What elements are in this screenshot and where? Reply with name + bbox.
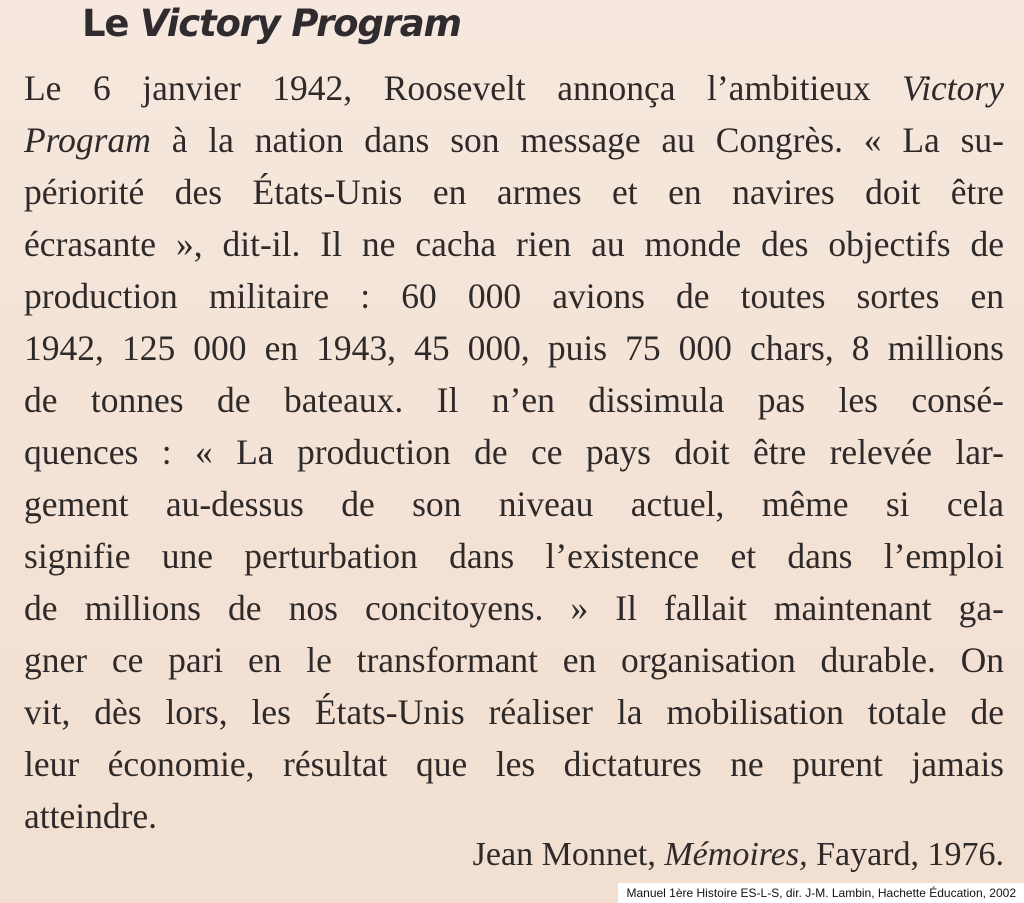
body-text-segment: gement au-dessus de son niveau actuel, même si cela	[24, 484, 1004, 524]
body-line	[24, 530, 1004, 582]
body-line	[24, 426, 1004, 478]
citation-work: Mémoires,	[664, 836, 808, 873]
body-line	[24, 270, 1004, 322]
body-text-segment: écrasante », dit-il. Il ne cacha rien au monde des objectifs de	[24, 224, 1004, 264]
citation-author: Jean Monnet,	[472, 836, 665, 873]
body-text-segment: leur économie, résultat que les dictatures ne purent jamais	[24, 744, 1004, 784]
body-line	[24, 322, 1004, 374]
body-line	[24, 166, 1004, 218]
body-line	[24, 114, 1004, 166]
body-text-segment: production militaire : 60 000 avions de toutes sortes en	[24, 276, 1004, 316]
source-credit: Manuel 1ère Histoire ES-L-S, dir. J-M. Lambin, Hachette Éducation, 2002	[618, 883, 1024, 903]
body-text-segment: à la nation dans son message au Congrès. « La su-	[150, 120, 1004, 160]
body-line	[24, 790, 1004, 842]
body-text-segment: atteindre.	[24, 796, 158, 836]
body-text-segment: de tonnes de bateaux. Il n’en dissimula pas les consé-	[24, 380, 1004, 420]
body-line	[24, 634, 1004, 686]
body-text-segment: signifie une perturbation dans l’existence et dans l’emploi	[24, 536, 1004, 576]
body-line	[24, 218, 1004, 270]
body-line	[24, 582, 1004, 634]
body-line	[24, 686, 1004, 738]
title-prefix: Le	[82, 2, 129, 45]
italic-text: Victory	[902, 68, 1004, 108]
citation	[473, 836, 1004, 874]
body-text-segment: Le 6 janvier 1942, Roosevelt annonça l’ambitieux	[24, 68, 903, 108]
body-text-segment: 1942, 125 000 en 1943, 45 000, puis 75 000 chars, 8 millions	[24, 328, 1004, 368]
body-line	[24, 62, 1004, 114]
italic-text: Program	[24, 120, 151, 160]
title-italic: Victory Program	[139, 2, 461, 45]
document-title	[82, 2, 461, 45]
body-text-segment: vit, dès lors, les États-Unis réaliser la mobilisation totale de	[24, 692, 1004, 732]
body-text-segment: quences : « La production de ce pays doit être relevée lar-	[24, 432, 1004, 472]
citation-rest: Fayard, 1976.	[807, 836, 1004, 873]
body-line	[24, 374, 1004, 426]
body-line	[24, 738, 1004, 790]
body-line	[24, 478, 1004, 530]
body-text-segment: périorité des États-Unis en armes et en navires doit être	[24, 172, 1004, 212]
body-text-segment: de millions de nos concitoyens. » Il fallait maintenant ga-	[24, 588, 1004, 628]
body-text-segment: gner ce pari en le transformant en organisation durable. On	[24, 640, 1004, 680]
